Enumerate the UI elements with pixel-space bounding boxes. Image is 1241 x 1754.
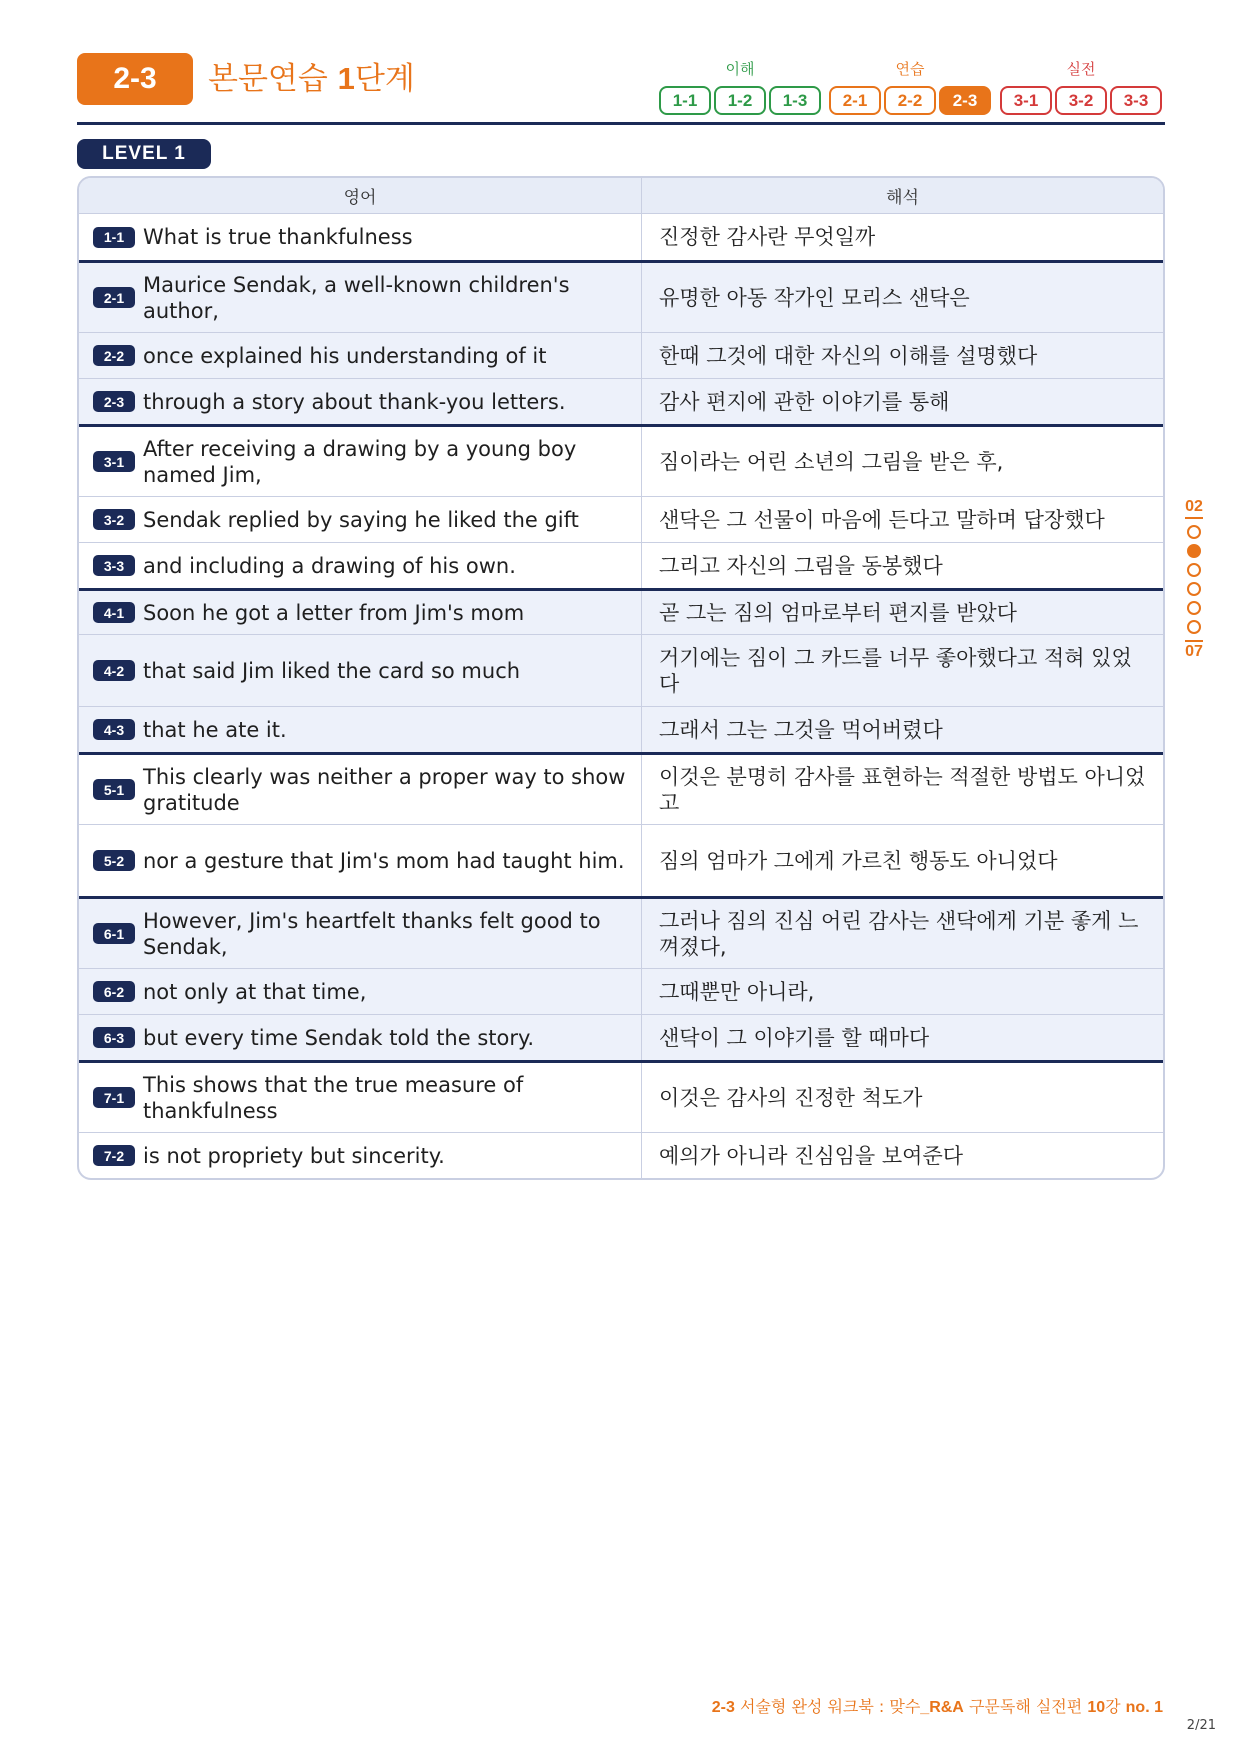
table-row	[79, 1060, 1163, 1132]
nav-button-1-1[interactable]: 1-1	[659, 86, 711, 115]
sentence-tag: 6-2	[93, 981, 135, 1002]
footer-caption	[712, 1694, 1163, 1717]
table-row	[79, 588, 1163, 634]
sentence-tag: 3-3	[93, 555, 135, 576]
table-row	[79, 332, 1163, 378]
korean-translation: 샌닥이 그 이야기를 할 때마다	[659, 1025, 930, 1050]
korean-translation: 예의가 아니라 진심임을 보여준다	[659, 1143, 964, 1168]
english-text: This clearly was neither a proper way to show gratitude	[143, 764, 626, 815]
footer-text-a: 서술형 완성 워크북 : 맞수	[734, 1697, 921, 1716]
nav-button-2-2[interactable]: 2-2	[884, 86, 936, 115]
footer-text-d: 강	[1105, 1697, 1126, 1716]
english-cell	[79, 497, 642, 542]
nav-button-3-3[interactable]: 3-3	[1110, 86, 1162, 115]
english-cell	[79, 591, 642, 634]
table-row	[79, 378, 1163, 424]
progress-start-label: 02	[1185, 498, 1203, 519]
table-header	[79, 178, 1163, 214]
english-cell	[79, 707, 642, 752]
sentence-tag: 2-3	[93, 391, 135, 412]
korean-translation: 거기에는 짐이 그 카드를 너무 좋아했다고 적혀 있었다	[659, 645, 1132, 696]
english-text: but every time Sendak told the story.	[143, 1025, 535, 1050]
korean-translation: 이것은 분명히 감사를 표현하는 적절한 방법도 아니었고	[659, 764, 1146, 815]
table-row	[79, 706, 1163, 752]
table-row	[79, 260, 1163, 332]
english-text: What is true thankfulness	[143, 225, 413, 249]
english-text: This shows that the true measure of thankfulness	[143, 1072, 524, 1123]
english-text: However, Jim's heartfelt thanks felt good to Sendak,	[143, 908, 601, 959]
table-row	[79, 1014, 1163, 1060]
korean-translation: 감사 편지에 관한 이야기를 통해	[659, 389, 950, 414]
sentence-tag: 2-1	[93, 287, 135, 308]
title-suffix: 단계	[354, 61, 415, 97]
page-number: 2/21	[1186, 1718, 1216, 1733]
english-text: is not propriety but sincerity.	[143, 1143, 445, 1168]
nav-button-3-2[interactable]: 3-2	[1055, 86, 1107, 115]
table-row	[79, 424, 1163, 496]
section-progress	[1180, 498, 1208, 661]
english-cell	[79, 1015, 642, 1060]
table-row	[79, 634, 1163, 706]
footer-unit: 2-3	[711, 1699, 735, 1716]
nav-group-practice	[829, 59, 991, 115]
nav-group-label: 실전	[1066, 60, 1096, 78]
sentence-tag: 3-1	[93, 451, 135, 472]
korean-translation: 짐의 엄마가 그에게 가르친 행동도 아니었다	[659, 848, 1058, 873]
english-text: Soon he got a letter from Jim's mom	[143, 600, 525, 625]
english-text: and including a drawing of his own.	[143, 553, 516, 578]
column-header-english: 영어	[79, 178, 642, 213]
table-row	[79, 824, 1163, 896]
footer-text-c: 구문독해 실전편	[963, 1697, 1088, 1716]
english-cell	[79, 543, 642, 588]
footer-text-b: _R&A	[920, 1699, 964, 1716]
sentence-tag: 5-2	[93, 850, 135, 871]
nav-group-label: 이해	[725, 60, 755, 78]
table-row	[79, 968, 1163, 1014]
sentence-tag: 4-2	[93, 660, 135, 681]
sentence-tag: 7-1	[93, 1087, 135, 1108]
english-cell	[79, 214, 642, 260]
progress-dot[interactable]	[1187, 601, 1201, 615]
nav-group-real	[1000, 59, 1162, 115]
korean-translation: 곧 그는 짐의 엄마로부터 편지를 받았다	[659, 600, 1017, 625]
english-text: Maurice Sendak, a well-known children's author,	[143, 272, 570, 323]
title-step-number: 1	[337, 61, 355, 96]
sentence-tag: 2-2	[93, 345, 135, 366]
sentence-table	[77, 176, 1165, 1180]
nav-button-2-1[interactable]: 2-1	[829, 86, 881, 115]
english-cell	[79, 263, 642, 332]
table-row	[79, 496, 1163, 542]
table-row	[79, 1132, 1163, 1178]
english-cell	[79, 755, 642, 824]
english-cell	[79, 635, 642, 706]
header-divider	[77, 122, 1165, 125]
english-text: not only at that time,	[143, 979, 367, 1004]
footer-number: no. 1	[1125, 1699, 1163, 1716]
sentence-tag: 3-2	[93, 509, 135, 530]
korean-translation: 짐이라는 어린 소년의 그림을 받은 후,	[659, 449, 1004, 474]
sentence-tag: 6-3	[93, 1027, 135, 1048]
table-row	[79, 214, 1163, 260]
title-prefix: 본문연습	[208, 61, 338, 97]
table-row	[79, 542, 1163, 588]
nav-group-understand	[659, 59, 821, 115]
sentence-tag: 7-2	[93, 1145, 135, 1166]
english-cell	[79, 333, 642, 378]
sentence-tag: 5-1	[93, 779, 135, 800]
unit-badge: 2-3	[77, 53, 193, 105]
korean-translation: 이것은 감사의 진정한 척도가	[659, 1085, 923, 1110]
sentence-tag: 4-1	[93, 602, 135, 623]
progress-dots	[1187, 525, 1201, 634]
progress-dot[interactable]	[1187, 525, 1201, 539]
english-text: that said Jim liked the card so much	[143, 658, 521, 683]
sentence-tag: 4-3	[93, 719, 135, 740]
level-badge: LEVEL 1	[77, 139, 211, 169]
english-text: Sendak replied by saying he liked the gift	[143, 507, 579, 532]
table-row	[79, 752, 1163, 824]
page-title	[208, 58, 415, 100]
english-text: nor a gesture that Jim's mom had taught him.	[143, 848, 625, 873]
english-text: that he ate it.	[143, 717, 287, 742]
table-row	[79, 896, 1163, 968]
english-cell	[79, 379, 642, 424]
korean-translation: 한때 그것에 대한 자신의 이해를 설명했다	[659, 343, 1038, 368]
nav-button-3-1[interactable]: 3-1	[1000, 86, 1052, 115]
korean-translation: 그때뿐만 아니라,	[659, 979, 815, 1004]
korean-translation: 진정한 감사란 무엇일까	[659, 225, 876, 249]
progress-end-label: 07	[1185, 640, 1203, 661]
english-cell	[79, 969, 642, 1014]
nav-button-1-3[interactable]: 1-3	[769, 86, 821, 115]
korean-translation: 그러나 짐의 진심 어린 감사는 샌닥에게 기분 좋게 느껴졌다,	[659, 908, 1139, 959]
column-header-korean: 해석	[886, 188, 919, 208]
english-cell	[79, 1133, 642, 1178]
korean-translation: 샌닥은 그 선물이 마음에 든다고 말하며 답장했다	[659, 507, 1105, 532]
english-text: through a story about thank-you letters.	[143, 389, 566, 414]
nav-button-1-2[interactable]: 1-2	[714, 86, 766, 115]
english-cell	[79, 825, 642, 896]
progress-dot[interactable]	[1187, 582, 1201, 596]
sentence-tag: 6-1	[93, 923, 135, 944]
english-text: After receiving a drawing by a young boy named Jim,	[143, 436, 577, 487]
english-text: once explained his understanding of it	[143, 343, 547, 368]
nav-group-label: 연습	[895, 60, 925, 78]
progress-dot-current[interactable]	[1187, 544, 1201, 558]
korean-translation: 그리고 자신의 그림을 동봉했다	[659, 553, 943, 578]
korean-translation: 그래서 그는 그것을 먹어버렸다	[659, 717, 943, 742]
english-cell	[79, 427, 642, 496]
progress-dot[interactable]	[1187, 620, 1201, 634]
nav-button-2-3[interactable]: 2-3	[939, 86, 991, 115]
english-cell	[79, 899, 642, 968]
english-cell	[79, 1063, 642, 1132]
korean-translation: 유명한 아동 작가인 모리스 샌닥은	[659, 285, 970, 310]
footer-lesson: 10	[1087, 1699, 1106, 1716]
progress-dot[interactable]	[1187, 563, 1201, 577]
sentence-tag: 1-1	[93, 227, 135, 248]
